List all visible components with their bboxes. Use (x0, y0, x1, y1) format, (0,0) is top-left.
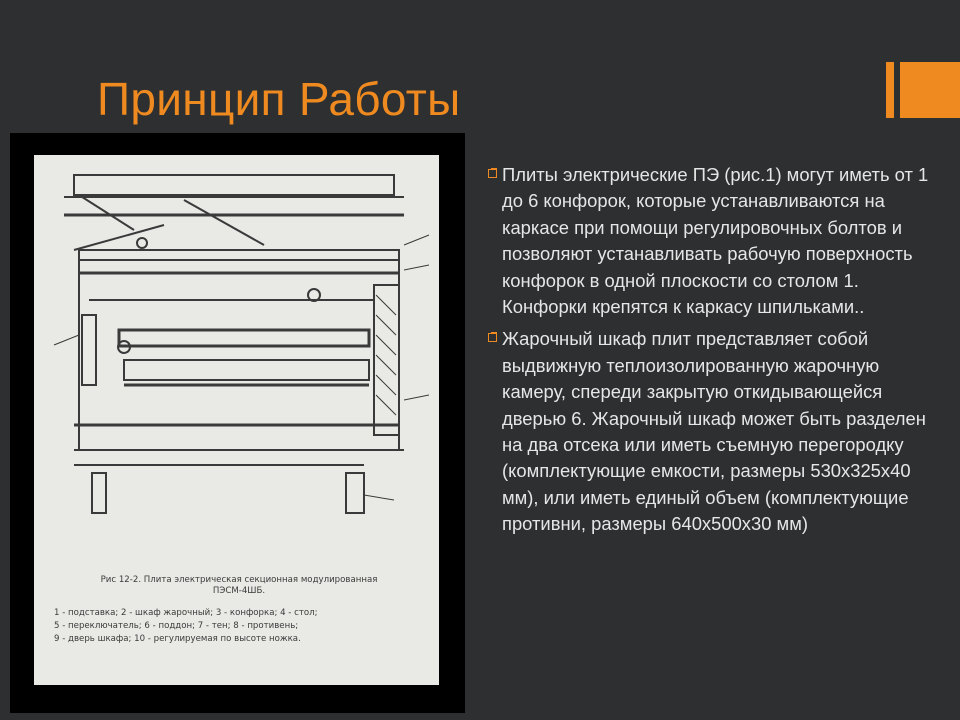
checkbox-bullet-icon (488, 333, 497, 342)
slide-title: Принцип Работы (97, 73, 461, 125)
bullet-text: Плиты электрические ПЭ (рис.1) могут иметь от 1 до 6 конфорок, которые устанавливаются на каркасе при помощи регулировочных болтов и позволяют устанавливать рабочую поверхность конфорок в одной плоскости со столом 1. Конфорки крепятся к каркасу шпильками.. (502, 164, 929, 318)
bullet-text: Жарочный шкаф плит представляет собой выдвижную теплоизолированную жарочную камеру, спереди закрытую откидывающейся дверью 6. Жарочный шкаф может быть разделен на два отсека или иметь съемную перегородку (комплектующие емкости, размеры 530х325х40 мм), или иметь единый объем (комплектующие противни, размеры 640х500х30 мм) (502, 328, 926, 535)
caption-line-2: ПЭСМ-4ШБ. (212, 585, 266, 596)
accent-bar-wide (900, 62, 960, 118)
checkbox-bullet-icon (488, 169, 497, 178)
figure-caption (54, 575, 424, 647)
legend-line: 1 - подставка; 2 - шкаф жарочный; 3 - конфорка; 4 - стол; (54, 608, 318, 619)
accent-bars (886, 62, 958, 118)
legend-line: 9 - дверь шкафа; 10 - регулируемая по высоте ножка. (54, 633, 301, 644)
bullet-list (488, 162, 938, 544)
caption-line-1: Рис 12-2. Плита электрическая секционная модулированная (100, 575, 378, 585)
legend-line: 5 - переключатель; 6 - поддон; 7 - тен; 8 - противень; (54, 621, 299, 632)
stove-diagram-image (34, 155, 439, 685)
accent-bar-thin (886, 62, 894, 118)
bullet-item (488, 326, 938, 537)
bullet-item (488, 162, 938, 320)
